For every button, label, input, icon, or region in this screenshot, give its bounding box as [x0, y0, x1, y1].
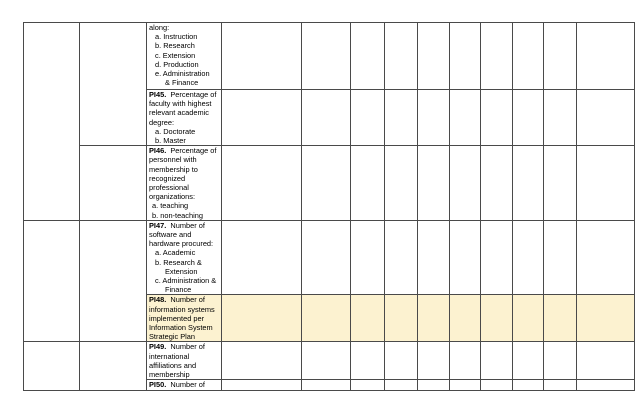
- indicator-text: information systems: [149, 304, 215, 314]
- cell-empty: [24, 342, 80, 390]
- cell-empty: [80, 23, 147, 146]
- list-item: e. Administration: [155, 69, 210, 79]
- indicator-text: international: [149, 351, 190, 361]
- indicator-text: software and: [149, 230, 192, 240]
- indicator-text: Number of: [170, 380, 205, 390]
- indicator-text: Number of: [170, 220, 205, 230]
- list-item: b. non-teaching: [152, 210, 203, 220]
- indicator-text: relevant academic: [149, 108, 209, 118]
- list-item: c. Extension: [155, 50, 196, 60]
- indicator-text: Percentage of: [170, 90, 217, 99]
- indicator-code: PI48.: [149, 295, 167, 305]
- cell-empty: [24, 220, 80, 342]
- indicator-cell: [147, 23, 222, 90]
- cell-empty: [24, 23, 80, 221]
- indicator-text: affiliations and: [149, 360, 197, 370]
- indicator-text: Number of: [170, 342, 205, 352]
- list-item: c. Administration &: [155, 276, 217, 286]
- list-item: Extension: [165, 266, 198, 276]
- list-item: Finance: [165, 285, 192, 295]
- indicator-text: Information System: [149, 323, 213, 333]
- indicator-cell: [147, 295, 222, 342]
- indicator-text: Strategic Plan: [149, 332, 196, 342]
- indicator-cell: [147, 342, 222, 380]
- objective-cell: [80, 220, 147, 342]
- indicator-text: recognized: [149, 173, 186, 183]
- indicator-text: along:: [149, 23, 170, 32]
- indicator-cell: [147, 90, 222, 146]
- indicator-cell: [147, 380, 222, 390]
- list-item: a. teaching: [152, 201, 189, 211]
- table-row: [24, 23, 635, 90]
- indicator-code: PI49.: [149, 342, 167, 352]
- indicator-text: Number of: [170, 295, 205, 305]
- list-item: a. Academic: [155, 248, 196, 258]
- indicator-text: membership: [149, 370, 190, 380]
- indicator-code: PI47.: [149, 220, 167, 230]
- table-row: [24, 342, 635, 380]
- indicator-text: faculty with highest: [149, 99, 212, 109]
- list-item: a. Instruction: [155, 32, 198, 42]
- indicator-cell: [147, 146, 222, 221]
- strategy-table: [23, 22, 635, 391]
- list-item: b. Master: [155, 136, 186, 146]
- indicator-code: PI46.: [149, 146, 167, 156]
- list-item: b. Research: [155, 41, 195, 51]
- indicator-text: personnel with: [149, 155, 197, 165]
- indicator-text: hardware procured:: [149, 239, 214, 249]
- table-row: [24, 146, 635, 221]
- indicator-code: PI45.: [149, 90, 167, 99]
- indicator-text: Percentage of: [170, 146, 217, 156]
- table-row: [24, 220, 635, 295]
- list-item: d. Production: [155, 59, 199, 69]
- indicator-text: professional: [149, 183, 189, 193]
- indicator-text: degree:: [149, 117, 175, 127]
- list-item: a. Doctorate: [155, 126, 196, 136]
- indicator-text: implemented per: [149, 313, 205, 323]
- indicator-cell: [147, 220, 222, 295]
- list-item: b. Research &: [155, 257, 202, 267]
- list-item: & Finance: [165, 78, 199, 88]
- indicator-text: organizations:: [149, 192, 196, 202]
- indicator-code: PI50.: [149, 380, 167, 390]
- cell-empty: [80, 146, 147, 221]
- objective-cell: [80, 342, 147, 390]
- indicator-text: membership to: [149, 164, 198, 174]
